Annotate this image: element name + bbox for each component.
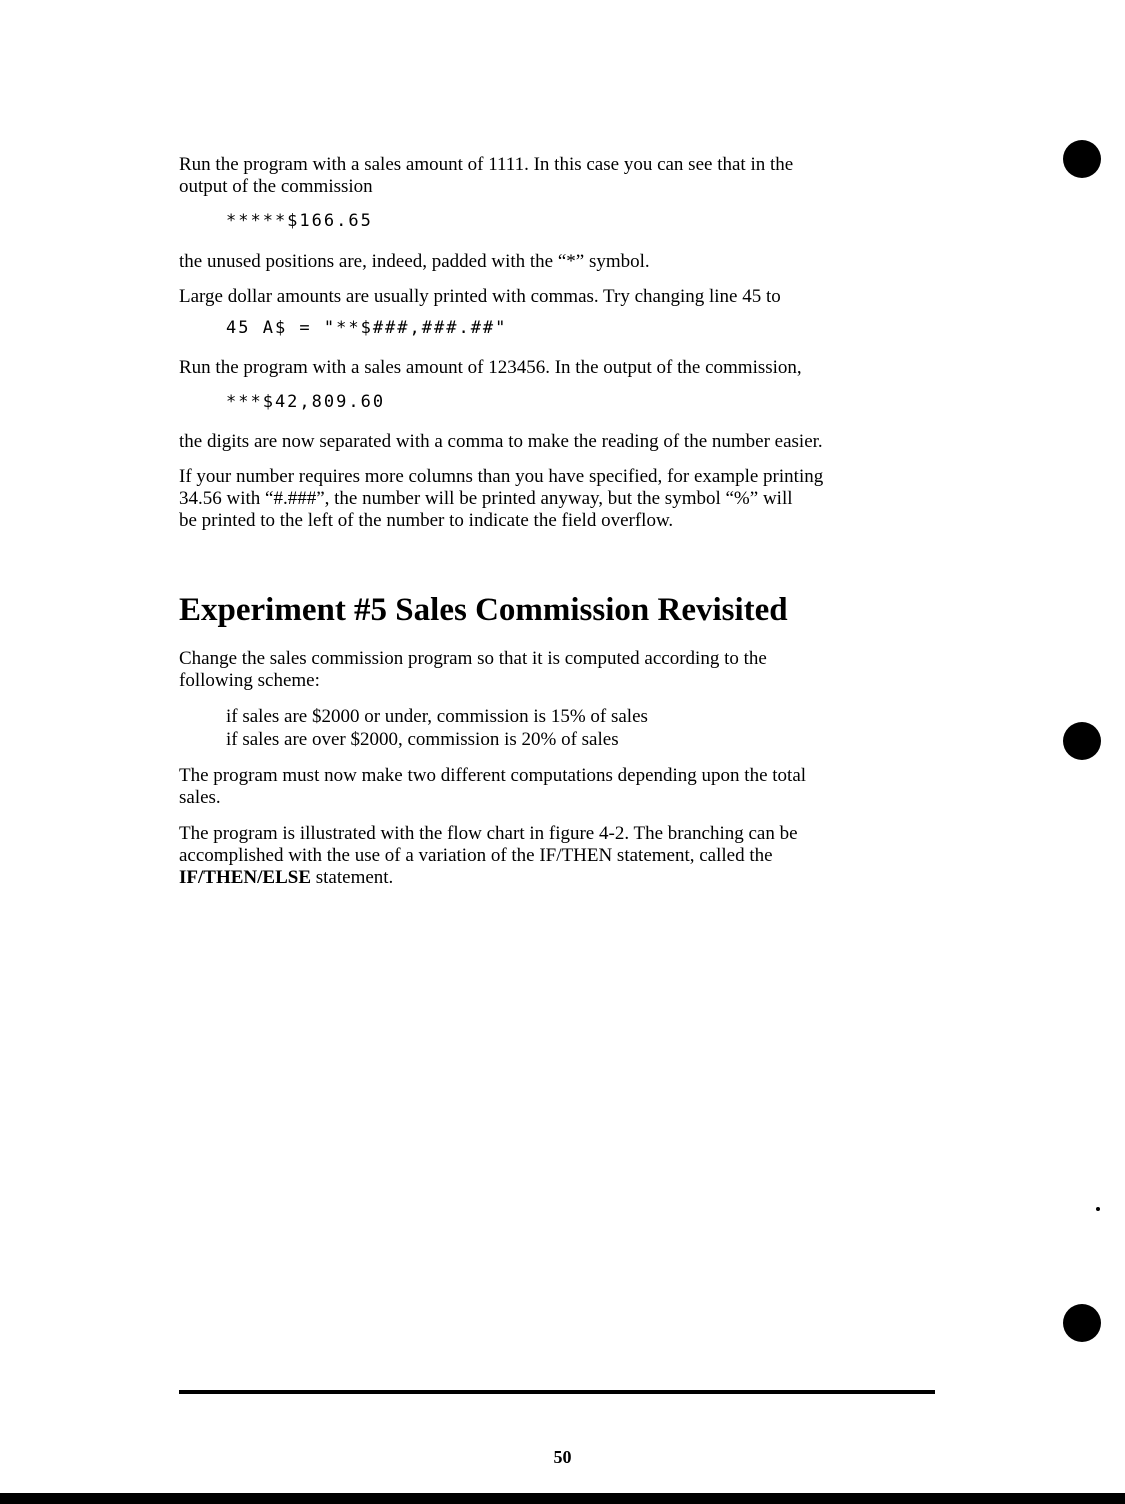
paragraph-unused-positions: the unused positions are, indeed, padded with the “*” symbol. xyxy=(179,251,650,272)
paragraph-two-computations xyxy=(179,765,939,809)
paragraph-line: 34.56 with “#.###”, the number will be printed anyway, but the symbol “%” will xyxy=(179,488,793,509)
paragraph-line: The program is illustrated with the flow chart in figure 4-2. The branching can be xyxy=(179,823,798,844)
punch-hole-bottom xyxy=(1063,1304,1101,1342)
paragraph-line: sales. xyxy=(179,787,221,808)
keyword-if-then-else: IF/THEN/ELSE xyxy=(179,867,311,888)
paragraph-line: Change the sales commission program so that it is computed according to the xyxy=(179,648,767,669)
footer-rule xyxy=(179,1390,935,1394)
page-number: 50 xyxy=(553,1447,572,1467)
paragraph-run-program-123456: Run the program with a sales amount of 123456. In the output of the commission, xyxy=(179,357,802,378)
punch-hole-top xyxy=(1063,140,1101,178)
paragraph-line: The program must now make two different computations depending upon the total xyxy=(179,765,807,786)
scan-bottom-edge xyxy=(0,1493,1125,1504)
code-output-commission-padded: *****$166.65 xyxy=(226,211,373,231)
paragraph-line: be printed to the left of the number to indicate the field overflow. xyxy=(179,510,674,531)
paragraph-run-program-1111 xyxy=(179,154,939,198)
paragraph-digits-separated: the digits are now separated with a comma to make the reading of the number easier. xyxy=(179,431,823,452)
paragraph-line: output of the commission xyxy=(179,176,373,197)
paragraph-line-end: statement. xyxy=(311,867,394,888)
paragraph-line: Run the program with a sales amount of 1111. In this case you can see that in the xyxy=(179,154,794,175)
paragraph-flow-chart xyxy=(179,823,939,889)
code-output-commission-commas: ***$42,809.60 xyxy=(226,392,386,412)
section-heading: Experiment #5 Sales Commission Revisited xyxy=(179,592,788,628)
scan-speck xyxy=(1096,1207,1100,1211)
paragraph-field-overflow xyxy=(179,466,939,532)
code-line-45: 45 A$ = "**$###,###.##" xyxy=(226,318,508,338)
paragraph-line: accomplished with the use of a variation of the IF/THEN statement, called the xyxy=(179,845,773,866)
paragraph-large-dollar-amounts: Large dollar amounts are usually printed with commas. Try changing line 45 to xyxy=(179,286,781,307)
scheme-rule-under-2000: if sales are $2000 or under, commission is 15% of sales xyxy=(226,706,648,727)
paragraph-change-commission xyxy=(179,648,939,692)
paragraph-line: following scheme: xyxy=(179,670,320,691)
scheme-rule-over-2000: if sales are over $2000, commission is 20% of sales xyxy=(226,729,619,750)
punch-hole-middle xyxy=(1063,722,1101,760)
paragraph-line: If your number requires more columns than you have specified, for example printing xyxy=(179,466,824,487)
